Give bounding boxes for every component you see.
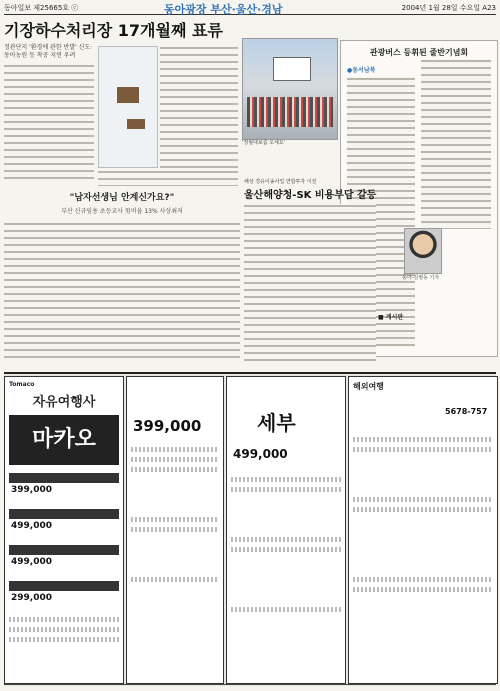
travel-ad-3 [226,376,346,684]
ad-fineprint [9,627,119,632]
ad-price-bar [9,581,119,591]
ad-price-bar [9,509,119,519]
ad4-title: 해외여행 [353,382,384,391]
ad-price-bar [9,545,119,555]
photo-caption: '정월대보름 오세요' [242,140,285,146]
photo-banner [273,57,311,81]
ad-fineprint [231,477,341,482]
travel-ad-4 [348,376,498,684]
ad-fineprint [9,617,119,622]
author-portrait [404,228,442,274]
article-text-3 [160,46,238,168]
ad-fineprint [131,457,219,462]
main-headline: 기장하수처리장 17개월째 표류 [4,21,223,40]
ad-fineprint [353,497,493,502]
ad-fineprint [353,437,493,442]
ad-price: 399,000 [11,485,52,495]
ads-section [4,372,496,686]
photo-crowd [247,97,333,127]
map-region [127,119,145,129]
ad-fineprint [231,537,341,542]
ad-fineprint [353,587,493,592]
notice-board [378,312,496,360]
travel-ad-1 [4,376,124,684]
ad-fineprint [231,607,341,612]
quote-headline [4,190,240,216]
map-region [117,87,139,103]
article-text-5 [244,204,376,362]
ad-price-bar [9,473,119,483]
article-text-4 [4,222,240,362]
ad-fineprint [353,507,493,512]
ad-fineprint [131,517,219,522]
header-date: 2004년 1월 28일 수요일 A23 [401,4,496,12]
ad-fineprint [353,577,493,582]
column-tag: ●동서남북 [347,67,376,74]
section-title: 동아광장 부산·울산·경남 [164,3,283,16]
ad-fineprint [131,447,219,452]
ad-price: 499,000 [11,557,52,567]
ad3-destination: 세부 [257,411,296,435]
mid-headline: 울산해양청-SK 비용부담 갈등 [244,190,377,201]
ad-fineprint [231,487,341,492]
notice-title: ■ 게시판 [378,314,404,321]
main-subhead: 정관단지 '환경에 관한 반발' 신도·동아농원 등 착공 지연 우려 [4,44,93,59]
ad-brand: Tomaco [9,381,35,388]
quote-main: "남자선생님 안계신가요?" [69,193,175,203]
ad-fineprint [353,447,493,452]
ad-fineprint [231,547,341,552]
area-map [98,46,158,168]
ad-price: 299,000 [11,593,52,603]
ad-destination: 마카오 [9,415,119,465]
ad3-price: 499,000 [233,447,288,461]
ad4-phone: 5678-757 [445,407,488,416]
travel-ad-2 [126,376,224,684]
ad2-price: 399,000 [133,417,202,435]
article-text-2 [98,170,238,186]
quote-sub: 부산 신규임용 초등교사 男비율 13% 사상최저 [61,208,183,215]
header-left: 동아일보 제25665호 ⓒ [4,4,79,12]
column-text-2 [421,59,491,229]
news-photo [242,38,338,140]
article-text-1 [4,64,94,184]
portrait-caption: 동아-김병동 기자 [402,275,440,281]
page-header [4,2,496,15]
ad-fineprint [131,467,219,472]
ad-price: 499,000 [11,521,52,531]
ad-fineprint [9,637,119,642]
page-footer [4,684,496,691]
ad-fineprint [131,527,219,532]
mid-kicker: 해상 경유이송사업 연합투자 이전 [244,179,317,185]
column-title: 관광버스 등휘된 줄반기념회 [369,48,469,57]
ad-fineprint [131,577,219,582]
ad-company: 자유여행사 [32,395,96,410]
